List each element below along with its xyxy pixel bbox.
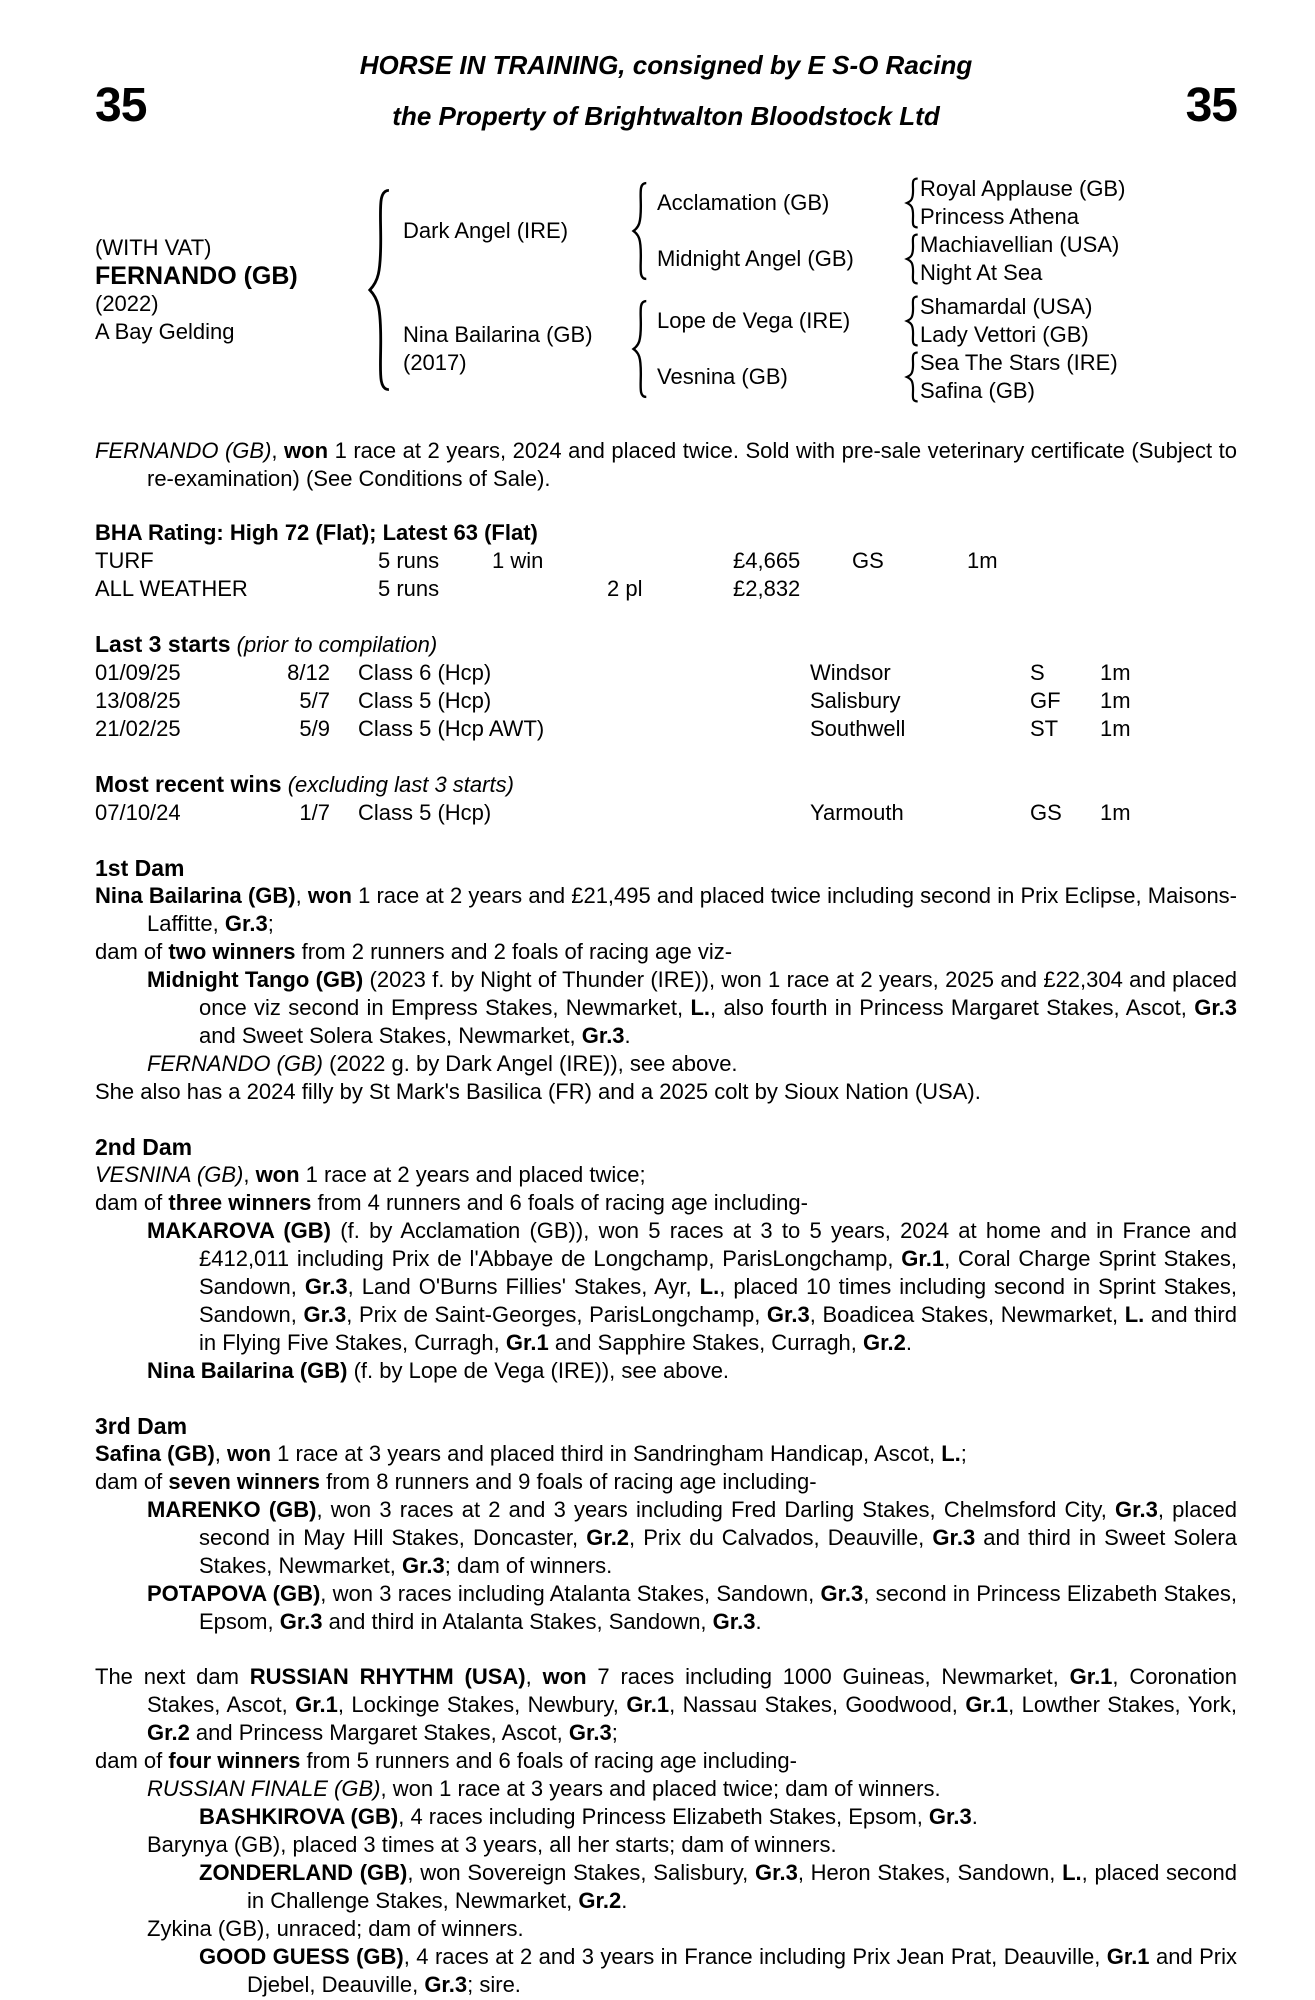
last-starts-rows xyxy=(95,659,1237,743)
pedigree-paragraph: Nina Bailarina (GB), won 1 race at 2 years and £21,495 and placed twice including second in Prix Eclipse, Maisons-Laffitte, Gr.3; xyxy=(95,883,1238,936)
bha-rating-section xyxy=(95,519,1237,603)
dam-section-title: 2nd Dam xyxy=(95,1134,193,1160)
pedigree-paragraph: Midnight Tango (GB) (2023 f. by Night of Thunder (IRE)), won 1 race at 2 years, 2025 and £22,304 and placed once viz second in Empress Stakes, Newmarket, L., also fourth in Princess Margaret Stakes, Ascot, Gr.3 and Sweet Solera Stakes, Newmarket, Gr.3. xyxy=(147,967,1238,1048)
surface-label: TURF xyxy=(95,548,154,573)
brace-icon xyxy=(903,351,920,403)
runs-count: 5 runs xyxy=(378,548,440,573)
start-date: 01/09/25 xyxy=(95,660,181,685)
race-start-row xyxy=(95,715,1237,743)
dam-sire-branch xyxy=(649,293,1118,349)
finish-position: 5/7 xyxy=(299,688,330,713)
dam-sections xyxy=(95,854,1237,1999)
course-name: Salisbury xyxy=(810,688,901,713)
pedigree-paragraph: Zykina (GB), unraced; dam of winners. xyxy=(147,1916,524,1941)
pedigree-paragraph: FERNANDO (GB) (2022 g. by Dark Angel (IRE)), see above. xyxy=(147,1051,738,1076)
ancestor-name: Princess Athena xyxy=(920,204,1079,229)
distance-value: 1m xyxy=(1100,660,1131,685)
dam-dam-name: Vesnina (GB) xyxy=(657,364,788,389)
going-abbr: GS xyxy=(852,548,884,573)
course-name: Yarmouth xyxy=(810,800,904,825)
pedigree-paragraph: MAKAROVA (GB) (f. by Acclamation (GB)), won 5 races at 3 to 5 years, 2024 at home and in France and £412,011 including Prix de l'Abbaye de Longchamp, ParisLongchamp, Gr.1, Coral Charge Sprint Stakes, Sandown, Gr.3, Land O'Burns Fillies' Stakes, Ayr, L., placed 10 times including second in Sprint Stakes, Sandown, Gr.3, Prix de Saint-Georges, ParisLongchamp, Gr.3, Boadicea Stakes, Newmarket, L. and third in Flying Five Stakes, Curragh, Gr.1 and Sapphire Stakes, Curragh, Gr.2. xyxy=(147,1218,1237,1355)
pedigree-paragraph: The next dam RUSSIAN RHYTHM (USA), won 7 races including 1000 Guineas, Newmarket, Gr.1, Coronation Stakes, Ascot, Gr.1, Lockinge Stakes, Newbury, Gr.1, Nassau Stakes, Goodwood, Gr.1, Lowther Stakes, York, Gr.2 and Princess Margaret Stakes, Ascot, Gr.3; xyxy=(95,1664,1237,1745)
surface-label: ALL WEATHER xyxy=(95,576,248,601)
dam-section xyxy=(95,1412,1237,1636)
dam-section xyxy=(95,854,1237,1106)
vat-note: (WITH VAT) xyxy=(95,235,212,260)
pedigree-paragraph: Nina Bailarina (GB) (f. by Lope de Vega (IRE)), see above. xyxy=(147,1358,730,1383)
pedigree-paragraph: MARENKO (GB), won 3 races at 2 and 3 years including Fred Darling Stakes, Chelmsford City, Gr.3, placed second in May Hill Stakes, Doncaster, Gr.2, Prix du Calvados, Deauville, Gr.3 and third in Sweet Solera Stakes, Newmarket, Gr.3; dam of winners. xyxy=(147,1497,1237,1578)
recent-wins-section xyxy=(95,770,1237,827)
earnings-amount: £2,832 xyxy=(733,576,801,601)
recent-wins-heading: Most recent wins (excluding last 3 starts) xyxy=(95,771,514,797)
pedigree-paragraph: VESNINA (GB), won 1 race at 2 years and placed twice; xyxy=(95,1162,646,1187)
course-name: Southwell xyxy=(810,716,906,741)
going-abbr: S xyxy=(1030,660,1045,685)
course-name: Windsor xyxy=(810,660,891,685)
dam-section xyxy=(95,1663,1237,1999)
earnings-amount: £4,665 xyxy=(733,548,801,573)
pedigree-paragraph: dam of three winners from 4 runners and 6 foals of racing age including- xyxy=(95,1190,808,1215)
bha-stat-row xyxy=(95,575,1237,603)
lot-number-right: 35 xyxy=(1185,79,1237,132)
race-start-row xyxy=(95,799,1237,827)
sire-sire-branch xyxy=(649,175,1125,231)
pedigree-paragraph: She also has a 2024 filly by St Mark's Basilica (FR) and a 2025 colt by Sioux Nation (USA). xyxy=(95,1079,981,1104)
going-abbr xyxy=(852,575,967,603)
foaling-year: (2022) xyxy=(95,291,159,316)
dam-branch xyxy=(393,293,1125,405)
bha-rows xyxy=(95,547,1237,603)
pedigree-paragraph: dam of four winners from 5 runners and 6 foals of racing age including- xyxy=(95,1748,797,1773)
pedigree-paragraph: ZONDERLAND (GB), won Sovereign Stakes, Salisbury, Gr.3, Heron Stakes, Sandown, L., placed second in Challenge Stakes, Newmarket, Gr.2. xyxy=(199,1860,1238,1913)
finish-position: 1/7 xyxy=(299,800,330,825)
consignor-line: HORSE IN TRAINING, consigned by E S-O Racing xyxy=(359,50,973,80)
race-class: Class 6 (Hcp) xyxy=(358,660,492,685)
sire-dam-name: Midnight Angel (GB) xyxy=(657,246,854,271)
distance-value: 1m xyxy=(1100,800,1131,825)
going-abbr: GS xyxy=(1030,800,1062,825)
brace-icon xyxy=(629,180,649,282)
ancestor-name: Safina (GB) xyxy=(920,378,1035,403)
pedigree-paragraph: BASHKIROVA (GB), 4 races including Princess Elizabeth Stakes, Epsom, Gr.3. xyxy=(199,1804,978,1829)
race-record: FERNANDO (GB), won 1 race at 2 years, 2024 and placed twice. Sold with pre-sale veterinary certificate (Subject to re-examination) (See Conditions of Sale). xyxy=(95,438,1237,491)
brace-icon xyxy=(903,295,920,347)
subject-block xyxy=(95,234,363,346)
page-header xyxy=(95,50,1237,131)
dam-section-title: 1st Dam xyxy=(95,855,185,881)
lot-number-left: 35 xyxy=(95,79,147,132)
places-count xyxy=(607,547,733,575)
dam-name: Nina Bailarina (GB) xyxy=(403,322,593,347)
wins-count: 1 win xyxy=(492,548,544,573)
brace-icon xyxy=(363,184,393,396)
sire-dam-branch xyxy=(649,231,1125,287)
going-abbr: ST xyxy=(1030,716,1059,741)
dam-year: (2017) xyxy=(403,350,467,375)
ancestor-name: Lady Vettori (GB) xyxy=(920,322,1089,347)
race-start-row xyxy=(95,659,1237,687)
horse-name: FERNANDO (GB) xyxy=(95,262,298,290)
bha-stat-row xyxy=(95,547,1237,575)
dam-sire-name: Lope de Vega (IRE) xyxy=(657,308,851,333)
pedigree-paragraph: Safina (GB), won 1 race at 3 years and placed third in Sandringham Handicap, Ascot, L.; xyxy=(95,1441,967,1466)
distance-value: 1m xyxy=(1100,716,1131,741)
places-count: 2 pl xyxy=(607,576,643,601)
going-abbr: GF xyxy=(1030,688,1061,713)
distance-value: 1m xyxy=(1100,688,1131,713)
pedigree-paragraph: Barynya (GB), placed 3 times at 3 years, all her starts; dam of winners. xyxy=(147,1832,837,1857)
pedigree-paragraph: dam of two winners from 2 runners and 2 foals of racing age viz- xyxy=(95,939,733,964)
pedigree-paragraph: GOOD GUESS (GB), 4 races at 2 and 3 years in France including Prix Jean Prat, Deauville, Gr.1 and Prix Djebel, Deauville, Gr.3; sire. xyxy=(199,1944,1237,1997)
pedigree-paragraph: POTAPOVA (GB), won 3 races including Atalanta Stakes, Sandown, Gr.3, second in Princess Elizabeth Stakes, Epsom, Gr.3 and third in Atalanta Stakes, Sandown, Gr.3. xyxy=(147,1581,1237,1634)
dam-section xyxy=(95,1133,1237,1385)
colour-sex: A Bay Gelding xyxy=(95,319,235,344)
sire-branch xyxy=(393,175,1125,287)
start-date: 21/02/25 xyxy=(95,716,181,741)
race-class: Class 5 (Hcp) xyxy=(358,688,492,713)
ancestor-name: Sea The Stars (IRE) xyxy=(920,350,1118,375)
brace-icon xyxy=(629,298,649,400)
ancestor-name: Machiavellian (USA) xyxy=(920,232,1120,257)
start-date: 13/08/25 xyxy=(95,688,181,713)
brace-icon xyxy=(903,177,920,229)
title-block xyxy=(215,50,1117,131)
finish-position: 5/9 xyxy=(299,716,330,741)
wins-count xyxy=(492,575,607,603)
last-starts-section xyxy=(95,630,1237,743)
finish-position: 8/12 xyxy=(287,660,330,685)
sire-name: Dark Angel (IRE) xyxy=(403,218,569,243)
generation-columns xyxy=(393,175,1125,405)
distance-value xyxy=(967,575,1237,603)
sire-sire-name: Acclamation (GB) xyxy=(657,190,830,215)
bha-rating-title: BHA Rating: High 72 (Flat); Latest 63 (Flat) xyxy=(95,520,538,545)
race-start-row xyxy=(95,687,1237,715)
dam-dam-branch xyxy=(649,349,1118,405)
pedigree-paragraph: dam of seven winners from 8 runners and 9 foals of racing age including- xyxy=(95,1469,817,1494)
brace-icon xyxy=(903,233,920,285)
ancestor-name: Shamardal (USA) xyxy=(920,294,1093,319)
owner-line: the Property of Brightwalton Bloodstock Ltd xyxy=(392,101,940,131)
distance-value: 1m xyxy=(967,548,998,573)
ancestor-name: Royal Applause (GB) xyxy=(920,176,1126,201)
race-class: Class 5 (Hcp AWT) xyxy=(358,716,545,741)
runs-count: 5 runs xyxy=(378,576,440,601)
pedigree-chart xyxy=(95,175,1237,405)
race-class: Class 5 (Hcp) xyxy=(358,800,492,825)
last-starts-heading: Last 3 starts (prior to compilation) xyxy=(95,631,438,657)
ancestor-name: Night At Sea xyxy=(920,260,1043,285)
dam-section-title: 3rd Dam xyxy=(95,1413,188,1439)
recent-wins-rows xyxy=(95,799,1237,827)
pedigree-paragraph: RUSSIAN FINALE (GB), won 1 race at 3 years and placed twice; dam of winners. xyxy=(147,1776,941,1801)
start-date: 07/10/24 xyxy=(95,800,181,825)
